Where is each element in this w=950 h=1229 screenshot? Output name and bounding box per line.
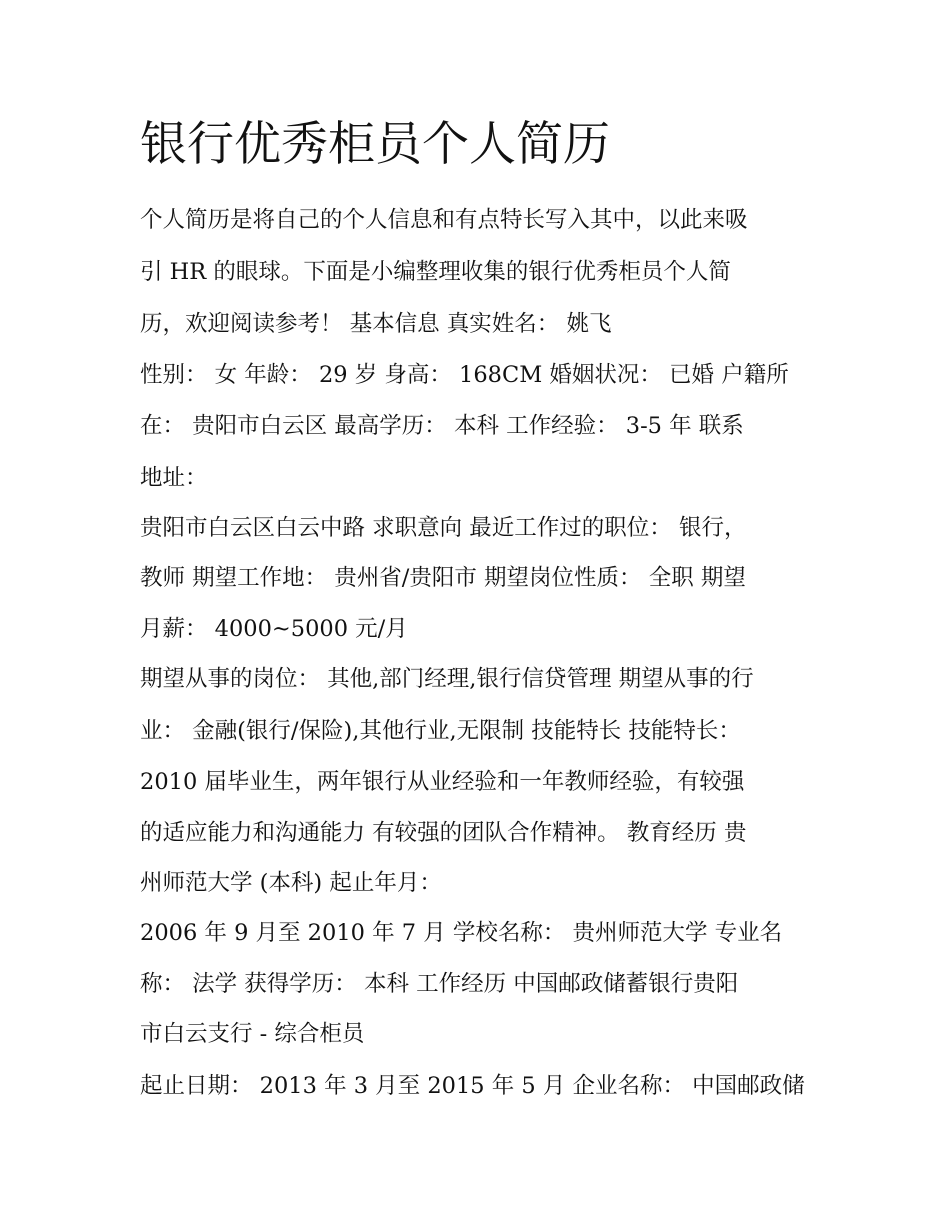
text-line: 称： 法学 获得学历： 本科 工作经历 中国邮政储蓄银行贵阳 [140,971,739,997]
text-line: 引 HR 的眼球。下面是小编整理收集的银行优秀柜员个人简 [140,259,731,285]
text-line: 起止日期： 2013 年 3 月至 2015 年 5 月 企业名称： 中国邮政储 [140,1073,805,1099]
text-line: 月薪： 4000~5000 元/月 [140,616,408,642]
text-line: 教师 期望工作地： 贵州省/贵阳市 期望岗位性质： 全职 期望 [140,565,746,591]
text-line: 地址： [140,465,208,491]
text-line: 州师范大学 (本科) 起止年月： [140,870,442,896]
document-title: 银行优秀柜员个人简历 [140,117,610,172]
text-line: 2006 年 9 月至 2010 年 7 月 学校名称： 贵州师范大学 专业名 [140,920,783,946]
text-line: 历，欢迎阅读参考！ 基本信息 真实姓名： 姚飞 [140,311,612,337]
text-line: 2010 届毕业生，两年银行从业经验和一年教师经验，有较强 [140,769,745,795]
text-line: 性别： 女 年龄： 29 岁 身高： 168CM 婚姻状况： 已婚 户籍所 [140,362,789,388]
text-line: 在： 贵阳市白云区 最高学历： 本科 工作经验： 3-5 年 联系 [140,413,744,439]
text-line: 的适应能力和沟通能力 有较强的团队合作精神。 教育经历 贵 [140,820,747,846]
text-line: 业： 金融(银行/保险),其他行业,无限制 技能特长 技能特长： [140,718,741,744]
text-line: 期望从事的岗位： 其他,部门经理,银行信贷管理 期望从事的行 [140,666,754,692]
text-line: 市白云支行 - 综合柜员 [140,1021,365,1047]
text-line: 个人简历是将自己的个人信息和有点特长写入其中，以此来吸 [140,207,748,233]
text-line: 贵阳市白云区白云中路 求职意向 最近工作过的职位： 银行， [140,515,747,541]
